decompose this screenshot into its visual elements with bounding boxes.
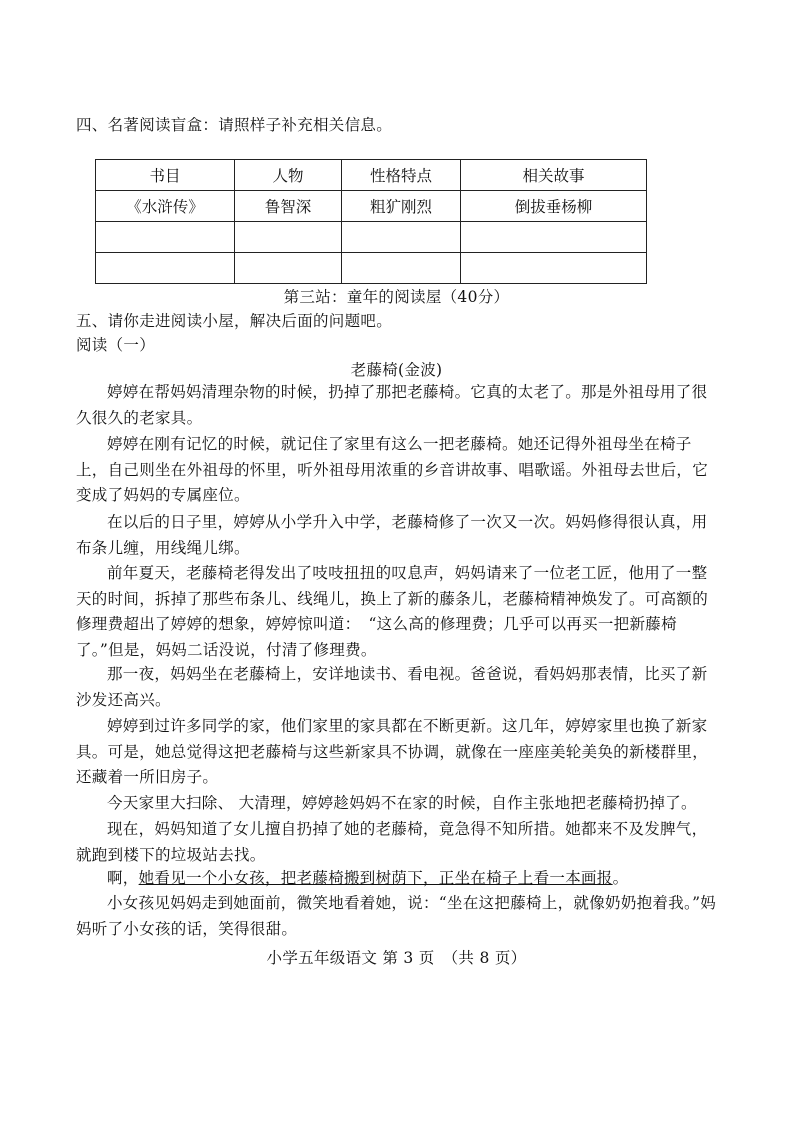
paragraph-text: 婷婷在帮妈妈清理杂物的时候，扔掉了那把老藤椅。它真的太老了。那是外祖母用了很久很久的老家具。 <box>76 383 708 427</box>
station-heading: 第三站：童年的阅读屋（40分） <box>283 288 510 306</box>
page-footer: 小学五年级语文 第 3 页 （共 8 页） <box>266 949 527 967</box>
answer-cell[interactable] <box>461 253 647 284</box>
article-title: 老藤椅(金波) <box>350 361 443 379</box>
header-cell-story: 相关故事 <box>461 160 647 191</box>
article-paragraph <box>76 866 720 892</box>
paragraph-text: 现在，妈妈知道了女儿擅自扔掉了她的老藤椅，竟急得不知所措。她都来不及发脾气，就跑到楼下的垃圾站去找。 <box>76 820 708 864</box>
reading-label: 阅读（一） <box>76 336 156 354</box>
paragraph-text: 今天家里大扫除、 大清理，婷婷趁妈妈不在家的时候，自作主张地把老藤椅扔掉了。 <box>107 794 697 812</box>
table-cell: 倒拔垂杨柳 <box>461 191 647 222</box>
table-header-row <box>96 160 647 191</box>
underlined-sentence: 她看见一个小女孩，把老藤椅搬到树荫下，正坐在椅子上看一本画报 <box>138 869 613 887</box>
header-cell-character: 人物 <box>235 160 342 191</box>
answer-cell[interactable] <box>235 253 342 284</box>
paragraph-text: 在以后的日子里，婷婷从小学升入中学，老藤椅修了一次又一次。妈妈修得很认真，用布条儿缠，用线绳儿绑。 <box>76 513 708 557</box>
table-row <box>96 191 647 222</box>
paragraph-text: 婷婷到过许多同学的家，他们家里的家具都在不断更新。这几年，婷婷家里也换了新家具。可是，她总觉得这把老藤椅与这些新家具不协调，就像在一座座美轮美奂的新楼群里，还藏着一所旧房子。 <box>76 717 709 787</box>
header-cell-trait: 性格特点 <box>342 160 461 191</box>
article-paragraph <box>76 510 720 561</box>
header-cell-book: 书目 <box>96 160 235 191</box>
table-row <box>96 253 647 284</box>
article-paragraph <box>76 714 720 791</box>
answer-cell[interactable] <box>342 222 461 253</box>
article-paragraph <box>76 380 720 431</box>
paragraph-text: 。 <box>612 869 629 887</box>
paragraph-text: 那一夜，妈妈坐在老藤椅上，安详地读书、看电视。爸爸说，看妈妈那表情，比买了新沙发还高兴。 <box>76 665 708 709</box>
answer-cell[interactable] <box>461 222 647 253</box>
answer-cell[interactable] <box>342 253 461 284</box>
article-paragraph <box>76 817 720 868</box>
paragraph-text: 婷婷在刚有记忆的时候，就记住了家里有这么一把老藤椅。她还记得外祖母坐在椅子上，自己则坐在外祖母的怀里，听外祖母用浓重的乡音讲故事、唱歌谣。外祖母去世后，它变成了妈妈的专属座位。 <box>76 435 709 505</box>
paragraph-text: 啊， <box>107 869 139 887</box>
paragraph-text: 小女孩见妈妈走到她面前，微笑地看着她，说：“坐在这把藤椅上，就像奶奶抱着我。”妈妈听了小女孩的话，笑得很甜。 <box>76 894 717 938</box>
book-info-table <box>95 159 647 284</box>
table-cell: 《水浒传》 <box>96 191 235 222</box>
article-paragraph <box>76 561 720 663</box>
section4-title: 四、名著阅读盲盒：请照样子补充相关信息。 <box>76 116 393 134</box>
answer-cell[interactable] <box>235 222 342 253</box>
article-paragraph <box>76 891 720 942</box>
table-row <box>96 222 647 253</box>
table-cell: 粗犷刚烈 <box>342 191 461 222</box>
answer-cell[interactable] <box>96 253 235 284</box>
answer-cell[interactable] <box>96 222 235 253</box>
article-paragraph <box>76 432 720 509</box>
paragraph-text: 前年夏天，老藤椅老得发出了吱吱扭扭的叹息声，妈妈请来了一位老工匠，他用了一整天的时间，拆掉了那些布条儿、线绳儿，换上了新的藤条儿，老藤椅精神焕发了。可高额的修理费超出了婷婷的想象，婷婷惊叫道： “这么高的修理费；几乎可以再买一把新藤椅了。”但是，妈妈二话没说，付清了修理费。 <box>76 564 709 659</box>
table-cell: 鲁智深 <box>235 191 342 222</box>
article-paragraph <box>76 791 720 817</box>
article-paragraph <box>76 662 720 713</box>
section5-title: 五、请你走进阅读小屋，解决后面的问题吧。 <box>76 312 393 330</box>
